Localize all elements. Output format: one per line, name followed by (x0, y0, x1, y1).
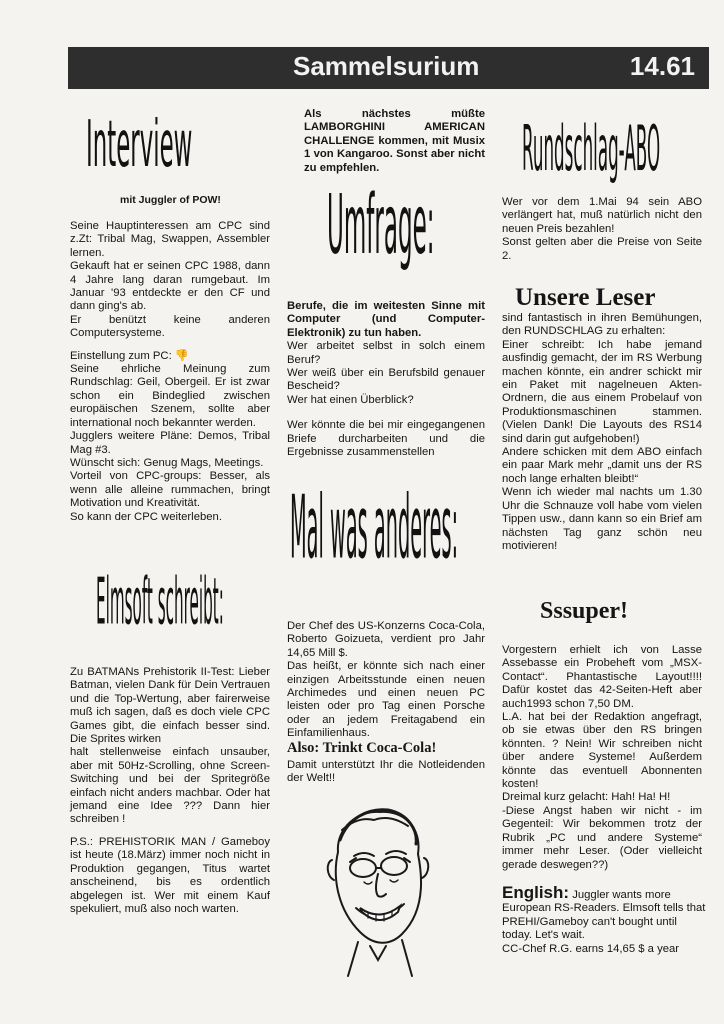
cc-chef-line: CC-Chef R.G. earns 14,65 $ a year (502, 942, 680, 955)
interview-p2: Gekauft hat er seinen CPC 1988, dann 4 Jahre lang daran rumgebaut. Im Januar '93 entdeckte er den CF und dann ging's ab. (70, 260, 270, 313)
interview-p6: Jugglers weitere Pläne: Demos, Tribal Mag #3. (70, 430, 270, 456)
interview-heading: Interview (86, 108, 193, 182)
elmsoft-ps: P.S.: PREHISTORIK MAN / Gameboy ist heute (18.März) immer noch nicht in Produktion gegangen, Titus wartet anscheinend, bis es ordentlich abgelegen ist. Wer mit einem Kauf spekuliert, muß also noch warten. (70, 835, 270, 915)
umfrage-p2: Berufe, die im weitesten Sinne mit Computer (und Computer-Elektronik) zu tun haben. (287, 300, 485, 339)
leser-p4: Einer schreibt: Ich habe jemand ausfindig gemacht, der im RS Werbung machen könnte, ein andrer schickt mir ein Paket mit nagelneuen Akten-Ordnern, die aus einem Probelauf von Produktionsmaschinen stammen. (Vielen Dank! Die Layouts des RS14 sind darin gut aufgehoben!) (502, 338, 702, 445)
elmsoft-column (70, 666, 270, 916)
interview-p1: Seine Hauptinteressen am CPC sind z.Zt: Tribal Mag, Swappen, Assembler lernen. (70, 220, 270, 259)
elmsoft-heading: Elmsoft schreibt: (96, 566, 224, 640)
mal-was-anderes-heading: Mal was anderes: (290, 476, 459, 579)
interview-subtitle: mit Juggler of POW! (120, 194, 221, 206)
page-header-bar (68, 47, 709, 89)
leser-column (502, 312, 702, 553)
also-text: Damit unterstützt Ihr die Notleidenden der Welt!! (287, 759, 485, 785)
english-label: English: (502, 883, 570, 902)
interview-p7: Wünscht sich: Genug Mags, Meetings. (70, 456, 264, 469)
leser-p3: sind fantastisch in ihren Bemühungen, den RUNDSCHLAG zu erhalten: (502, 312, 702, 338)
rundschlag-abo-heading: Rundschlag-ABO (522, 112, 661, 185)
sssuper-p7: Vorgestern erhielt ich von Lasse Assebasse ein Probeheft vom „MSX-Contact“. Phantastische Layout!!!! Dafür kostet das 42-Seiten-Heft aber auch1993 schon 7,50 DM. (502, 644, 702, 710)
leser-p5: Andere schicken mit dem ABO einfach ein paar Mark mehr „damit uns der RS noch lange erhalten bleibt!“ (502, 446, 702, 485)
interview-p8: Vorteil von CPC-groups: Besser, als wenn alle alleine rummachen, bringt Motivation und Kreativität. (70, 470, 270, 510)
unsere-leser-heading: Unsere Leser (515, 284, 656, 311)
interview-p5: Seine ehrliche Meinung zum Rundschlag: Geil, Obergeil. Er ist zwar schon ein Bindeglied zwischen europäischen Szenem, sollte aber international noch bekannter werden. (70, 363, 270, 429)
malwas-p8: Das heißt, er könnte sich nach einer einzigen Arbeitsstunde einen neuen Archimedes und einen neuen PC leisten oder pro Tag einen Porsche oder an jedem Freitagabend ein Einfamilienhaus. (287, 660, 485, 740)
sssuper-p9: Dreimal kurz gelacht: Hah! Ha! H! (502, 791, 671, 804)
interview-p9: So kann der CPC weiterleben. (70, 510, 222, 523)
section-title: Sammelsurium (293, 51, 480, 81)
pc-attitude-label: Einstellung zum PC: (70, 349, 172, 362)
sssuper-column (502, 644, 702, 872)
thumbs-down-icon: 👎 (174, 349, 189, 362)
leser-p6: Wenn ich wieder mal nachts um 1.30 Uhr die Schnauze voll habe vom vielen Tippen usw., dann kann so ein Brief am nächsten Tag ganz schön neu motivieren! (502, 486, 702, 552)
caricature-drawing (318, 800, 438, 978)
english-text: Juggler wants more European RS-Readers. Elmsoft tells that PREHI/Gameboy can't bought until today. Let's wait. (502, 889, 706, 942)
abo-p2: Sonst gelten aber die Preise von Seite 2. (502, 236, 702, 262)
umfrage-p4: Wer weiß über ein Berufsbild genauer Bescheid? (287, 367, 485, 393)
interview-pc-attitude (70, 350, 270, 363)
abo-p1: Wer vor dem 1.Mai 94 sein ABO verlängert hat, muß natürlich nicht den neuen Preis bezahlen! (502, 196, 702, 235)
abo-column (502, 196, 702, 263)
umfrage-p5: Wer hat einen Überblick? (287, 393, 414, 406)
also-heading: Also: Trinkt Coca-Cola! (287, 740, 437, 756)
mal-was-column (287, 620, 485, 741)
elmsoft-p10: Zu BATMANs Prehistorik II-Test: Lieber Batman, vielen Dank für Dein Vertrauen und die Top-Wertung, aber fairerweise muß ich sagen, daß es doch viele CPC Games gibt, die einfach besser sind. Die Sprites wirken (70, 666, 270, 746)
umfrage-column (287, 300, 485, 459)
umfrage-heading: Umfrage: (327, 178, 435, 274)
malwas-p7: Der Chef des US-Konzerns Coca-Cola, Roberto Goizueta, verdient pro Jahr 14,65 Mill $. (287, 620, 485, 659)
umfrage-p6: Wer könnte die bei mir eingegangenen Briefe durcharbeiten und die Ergebnisse zusammenstellen (287, 419, 485, 459)
interview-p3: Er benützt keine anderen Computersysteme. (70, 313, 270, 340)
english-summary (502, 884, 707, 956)
elmsoft-p11: halt stellenweise einfach unsauber, aber mit 50Hz-Scrolling, ohne Screen-Switching und bei der Spritegröße einfach nicht anders machbar. Oder hat jemand eine Idee ??? Dann hier schreiben ! (70, 746, 270, 826)
umfrage-p3: Wer arbeitet selbst in solch einem Beruf? (287, 340, 485, 366)
page-number: 14.61 (629, 51, 695, 81)
sssuper-heading: Sssuper! (540, 598, 629, 624)
sssuper-p10: -Diese Angst haben wir nicht - im Gegenteil: Wir bekommen trotz der Rubrik „PC und andere Systeme“ immer mehr Leser. (Oder vielleicht gerade deswegen??) (502, 804, 702, 871)
sssuper-p8: L.A. hat bei der Redaktion angefragt, ob sie etwas über den RS bringen könnten. ? Nein! Wir schreiben nicht über andere Systeme! Außerdem könnte das eventuell Abonnenten kosten! (502, 711, 702, 791)
lamborghini-note: Als nächstes müßte LAMBORGHINI AMERICAN CHALLENGE kommen, mit Musix 1 von Kangaroo. Sonst aber nicht zu empfehlen. (304, 108, 485, 174)
interview-column (70, 220, 270, 524)
